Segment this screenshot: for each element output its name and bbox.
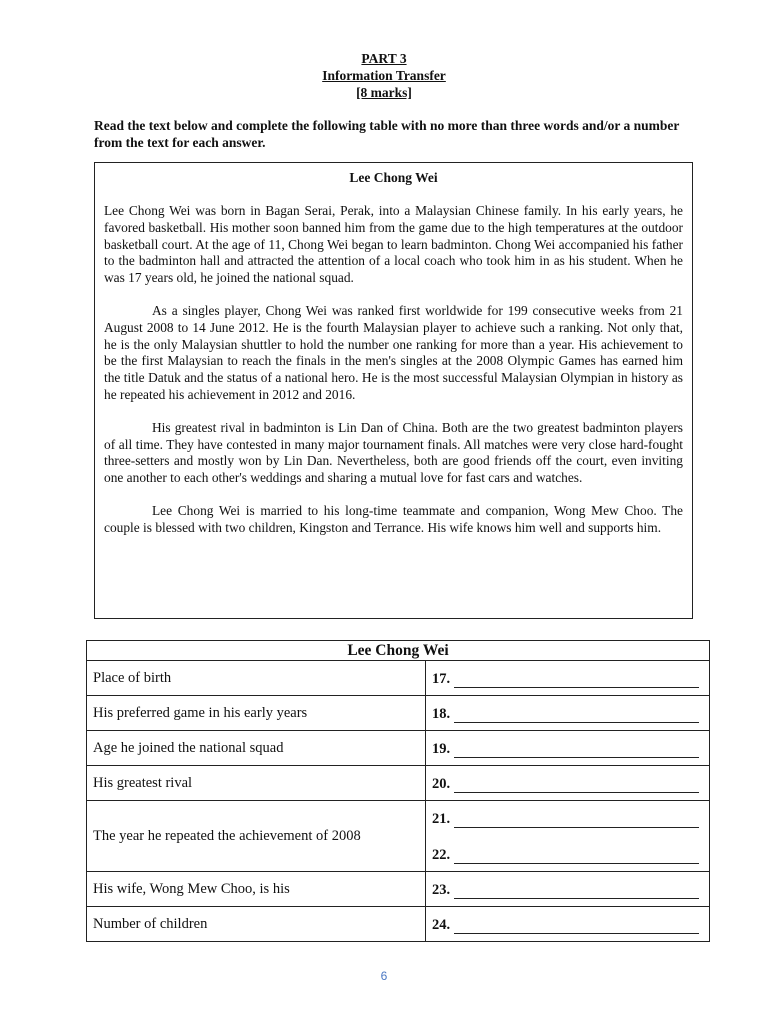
answer-cell	[426, 801, 710, 872]
passage-paragraph-4: Lee Chong Wei is married to his long-time teammate and companion, Wong Mew Choo. The couple is blessed with two children, Kingston and Terrance. His wife knows him well and supports him.	[104, 502, 683, 535]
passage-title: Lee Chong Wei	[349, 170, 438, 185]
answer-cell	[426, 661, 710, 696]
row-label: His wife, Wong Mew Choo, is his	[87, 872, 426, 907]
table-row	[87, 731, 710, 766]
answer-blank-24[interactable]	[454, 919, 699, 934]
question-number: 17.	[432, 671, 451, 687]
row-label: Place of birth	[87, 661, 426, 696]
table-row	[87, 801, 710, 872]
answer-blank-20[interactable]	[454, 778, 699, 793]
table-row	[87, 907, 710, 942]
question-number: 20.	[432, 776, 451, 792]
part-heading: PART 3	[361, 51, 407, 66]
table-title: Lee Chong Wei	[87, 641, 710, 661]
question-number: 22.	[432, 847, 451, 863]
section-header	[0, 50, 768, 101]
answer-cell	[426, 696, 710, 731]
question-number: 21.	[432, 811, 451, 827]
passage-paragraph-2: As a singles player, Chong Wei was ranked first worldwide for 199 consecutive weeks from 21 August 2008 to 14 June 2012. He is the fourth Malaysian player to achieve such a ranking. Not only that, he is the only Malaysian shuttler to hold the number one ranking for more than a year. His achievement to be the first Malaysian to reach the finals in the men's singles at the 2008 Olympic Games has earned him the title Datuk and the status of a national hero. He is the most successful Malaysian Olympian in history as he repeated his achievement in 2012 and 2016.	[104, 302, 683, 402]
table-row	[87, 872, 710, 907]
answer-blank-21[interactable]	[454, 813, 699, 828]
row-label: The year he repeated the achievement of 2008	[87, 801, 426, 872]
table-row	[87, 661, 710, 696]
answer-table	[86, 640, 710, 942]
row-label: Age he joined the national squad	[87, 731, 426, 766]
reading-passage	[94, 162, 693, 619]
answer-cell	[426, 766, 710, 801]
answer-blank-17[interactable]	[454, 673, 699, 688]
answer-cell	[426, 907, 710, 942]
question-number: 23.	[432, 882, 451, 898]
question-number: 18.	[432, 706, 451, 722]
passage-paragraph-1: Lee Chong Wei was born in Bagan Serai, Perak, into a Malaysian Chinese family. In his early years, he favored basketball. His mother soon banned him from the game due to the high temperatures at the outdoor basketball court. At the age of 11, Chong Wei began to learn badminton. Chong Wei accompanied his father to the badminton hall and attracted the attention of a local coach who took him in as his student. When he was 17 years old, he joined the national squad.	[104, 203, 683, 286]
answer-blank-19[interactable]	[454, 743, 699, 758]
question-number: 19.	[432, 741, 451, 757]
passage-paragraph-3: His greatest rival in badminton is Lin Dan of China. Both are the two greatest badminton players of all time. They have contested in many major tournament finals. All matches were very close hard-fought three-setters and mostly won by Lin Dan. Nevertheless, both are good friends off the court, even inviting one another to each other's weddings and sharing a mutual love for fast cars and watches.	[104, 419, 683, 486]
marks-heading: [8 marks]	[356, 85, 412, 100]
answer-cell	[426, 872, 710, 907]
answer-blank-22[interactable]	[454, 849, 699, 864]
question-number: 24.	[432, 917, 451, 933]
answer-cell	[426, 731, 710, 766]
answer-blank-18[interactable]	[454, 708, 699, 723]
section-heading: Information Transfer	[322, 68, 446, 83]
row-label: His preferred game in his early years	[87, 696, 426, 731]
page-number: 6	[380, 969, 388, 983]
answer-blank-23[interactable]	[454, 884, 699, 899]
row-label: His greatest rival	[87, 766, 426, 801]
table-row	[87, 696, 710, 731]
table-row	[87, 766, 710, 801]
row-label: Number of children	[87, 907, 426, 942]
instructions: Read the text below and complete the following table with no more than three words and/or a number from the text for each answer.	[94, 118, 680, 150]
